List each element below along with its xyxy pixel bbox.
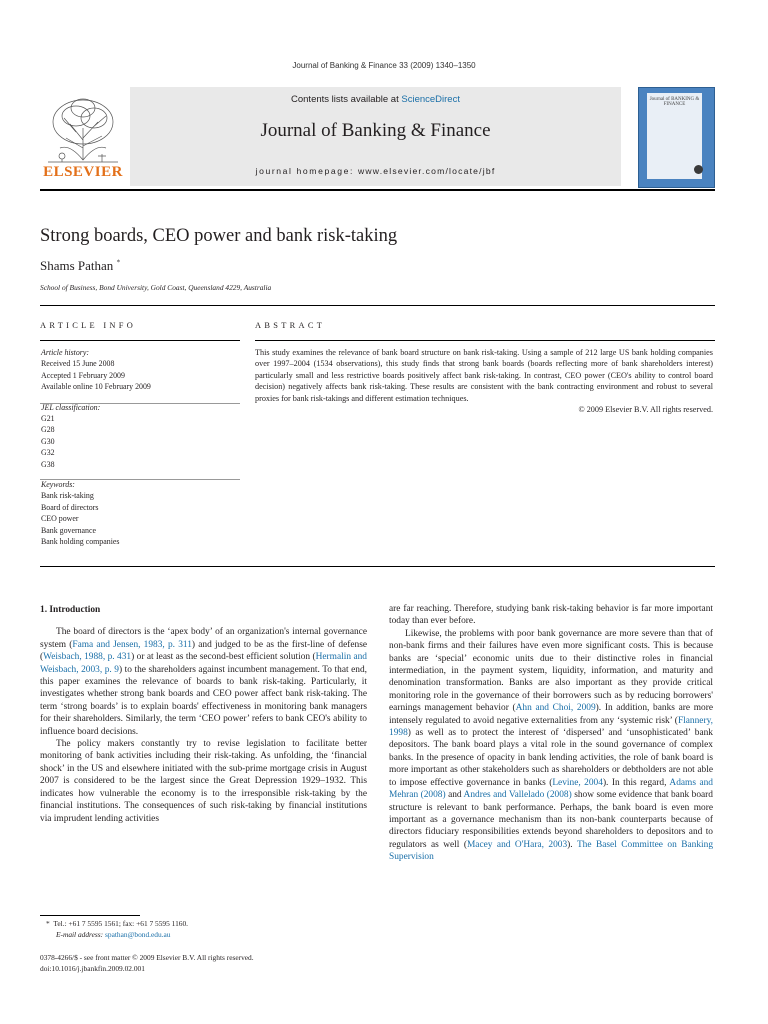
body-text: ) as well as to protect the interest of ‘dispersed’ and ‘unsophisticated’ bank depositors. The bank board plays a vital role in the sound governance of complex banks. In the presence of opacity in bank lending activities, the role of bank board is more important as other stakeholders such as shareholders or debtholders are not able to impose effective governance in banks (: [389, 728, 713, 788]
author-affiliation: School of Business, Bond University, Gold Coast, Queensland 4229, Australia: [40, 283, 272, 292]
journal-citation: Journal of Banking & Finance 33 (2009) 1340–1350: [292, 61, 476, 70]
jel-list: [41, 413, 239, 470]
body-text: are far reaching. Therefore, studying bank risk-taking behavior is far more important today than ever before.: [389, 604, 713, 627]
paragraph: [40, 738, 367, 825]
footnote-contact: Tel.: +61 7 5595 1561; fax: +61 7 5595 1160.: [53, 919, 189, 928]
contents-prefix: Contents lists available at: [291, 94, 402, 105]
contents-line: [130, 94, 621, 105]
abstract-heading: ABSTRACT: [255, 321, 326, 330]
citation-link[interactable]: Macey and O'Hara, 2003: [466, 839, 568, 850]
footnote-divider: [40, 915, 140, 916]
body-text: Likewise, the problems with poor bank governance are more severe than that of non-bank firms and their failures have even more significant costs. This is because banks are ‘special’ economic units due to their distinctive roles in financial intermediation, in the payment system, liquidity, information, and maturity and denomination transformation. Banks are also important as they provide critical monitoring role in the governance of their borrowers such as by reducing borrowers' earnings management behavior (: [389, 628, 713, 714]
homepage-prefix: journal homepage:: [255, 166, 358, 176]
body-text: show some evidence that bank board structure is relevant to bank performance. Perhaps, the bank board is even more important as a governance mechanism than its non-bank counterparts because of directors fiduciary responsibilities extends beyond shareholders to depositors and to regulators as well (: [389, 790, 713, 850]
article-info-column: [41, 347, 239, 548]
citation-link[interactable]: Adams and Mehran (2008): [389, 777, 713, 801]
keyword: Bank holding companies: [41, 537, 120, 547]
history-label: Article history:: [41, 348, 89, 357]
body-text: ). In addition, banks are more intensely regulated to avoid negative externalities from any ‘systemic risk’ (: [389, 703, 713, 726]
jel-code: G28: [41, 425, 55, 435]
jel-code: G21: [41, 414, 55, 424]
paragraph: [389, 628, 713, 864]
info-separator: [40, 479, 240, 480]
body-text: ) to the shareholders against incumbent management. To that end, this paper examines the relevance of boards to bank risk-taking. Particularly, it investigates whether strong bank boards and CEO power affect bank risk-taking. The term ‘strong boards’ is to explain boards' effectiveness in monitoring bank managers for their shareholders. Similarly, the term ‘CEO power’ refers to bank CEO's ability to influence board decisions.: [40, 664, 368, 737]
abstract-copyright: © 2009 Elsevier B.V. All rights reserved.: [578, 405, 713, 415]
citation-link[interactable]: The Basel Committee on Banking Supervision: [389, 839, 714, 863]
abstract-body: [255, 347, 713, 415]
elsevier-wordmark: ELSEVIER: [43, 164, 123, 180]
article-title: Strong boards, CEO power and bank risk-taking: [40, 226, 398, 246]
issn-line: 0378-4266/$ - see front matter © 2009 Elsevier B.V. All rights reserved.: [40, 953, 254, 962]
body-text: ).: [567, 839, 577, 850]
homepage-link[interactable]: www.elsevier.com/locate/jbf: [357, 166, 496, 176]
history-item: Received 15 June 2008: [41, 359, 115, 369]
body-column-right: [389, 603, 713, 864]
keyword: CEO power: [41, 514, 79, 524]
citation-link[interactable]: Ahn and Choi, 2009: [515, 703, 596, 714]
body-text: ) and judged to be as the first-line of defense (: [40, 639, 368, 663]
journal-banner: [130, 87, 621, 186]
section-heading: 1. Introduction: [40, 605, 101, 615]
jel-code: G32: [41, 448, 55, 458]
journal-homepage: [130, 166, 621, 176]
citation-link[interactable]: Fama and Jensen, 1983, p. 311: [72, 639, 192, 650]
author-line: [40, 258, 120, 274]
history-list: [41, 358, 239, 392]
journal-title: Journal of Banking & Finance: [260, 120, 491, 141]
abstract-text: This study examines the relevance of bank board structure on bank risk-taking. Using a sample of 212 large US bank holding companies over 1997–2004 (1534 observations), this study finds that strong bank boards (boards reflecting more of bank shareholders interest) particularly small and less restrictive boards positively affect bank risk-taking. In contrast, CEO power (CEO's ability to control board decision) negatively affects bank risk-taking. These results are consistent with the bank contracting environment and robust to several proxies for bank risk-takings and different estimation techniques.: [255, 348, 713, 403]
body-text: ) or at least as the second-best efficient solution (: [131, 652, 316, 663]
body-text: The policy makers constantly try to revise legislation to facilitate better monitoring of bank activities including their risk-taking. As unfolding, the ‘financial shock’ in the US and elsewhere initiated with the sub-prime mortgage crisis in August 2007 is considered to be the largest since the Great Depression 1929–1932. This indicates how vulnerable the economy is to the irresponsible risk-taking by the financial institutions. The consequences of such risk-taking by financial institutions via imprudent lending activities: [40, 739, 367, 824]
jel-label: JEL classification:: [41, 402, 101, 412]
keywords-list: [41, 490, 239, 547]
info-separator: [40, 403, 240, 404]
jel-code: G38: [41, 459, 55, 469]
sciencedirect-link[interactable]: ScienceDirect: [401, 94, 460, 105]
citation-link[interactable]: Weisbach, 1988, p. 431: [43, 652, 132, 663]
paragraph: [40, 626, 367, 738]
affiliation-divider: [40, 305, 715, 306]
keyword: Bank risk-taking: [41, 491, 94, 501]
journal-cover-thumbnail: [638, 87, 715, 188]
keyword: Bank governance: [41, 525, 96, 535]
keyword: Board of directors: [41, 502, 99, 512]
citation-link[interactable]: Flannery, 1998: [389, 715, 713, 739]
paragraph: [389, 603, 713, 628]
author-email-link[interactable]: spathan@bond.edu.au: [105, 930, 171, 939]
author-footnote-mark[interactable]: *: [116, 258, 121, 267]
jel-code: G30: [41, 436, 55, 446]
history-item: Accepted 1 February 2009: [41, 370, 125, 380]
author-name: Shams Pathan: [40, 258, 114, 273]
citation-link[interactable]: Andres and Vallelado (2008): [463, 790, 572, 801]
body-column-left: [40, 604, 367, 825]
article-info-heading: ARTICLE INFO: [40, 321, 137, 330]
author-footnote: [40, 918, 367, 940]
history-item: Available online 10 February 2009: [41, 382, 151, 392]
abstract-bottom-divider: [40, 566, 715, 567]
front-matter-info: [40, 952, 367, 974]
cover-title: Journal of BANKING & FINANCE: [649, 97, 700, 107]
article-info-divider: [40, 340, 240, 341]
cover-emblem-icon: [694, 165, 703, 174]
abstract-divider: [255, 340, 715, 341]
banner-divider: [40, 189, 715, 191]
citation-link[interactable]: Levine, 2004: [552, 777, 603, 788]
cover-panel: [647, 93, 702, 179]
doi-line: doi:10.1016/j.jbankfin.2009.02.001: [40, 964, 145, 973]
body-text: ). In this regard,: [602, 777, 670, 788]
keywords-label: Keywords:: [41, 480, 75, 490]
body-text: The board of directors is the ‘apex body’ of an organization's internal governance system (: [40, 627, 367, 650]
email-label: E-mail address:: [56, 930, 105, 939]
body-text: and: [445, 790, 464, 801]
citation-link[interactable]: Hermalin and Weisbach, 2003, p. 9: [40, 652, 367, 675]
footnote-mark: *: [46, 919, 50, 928]
